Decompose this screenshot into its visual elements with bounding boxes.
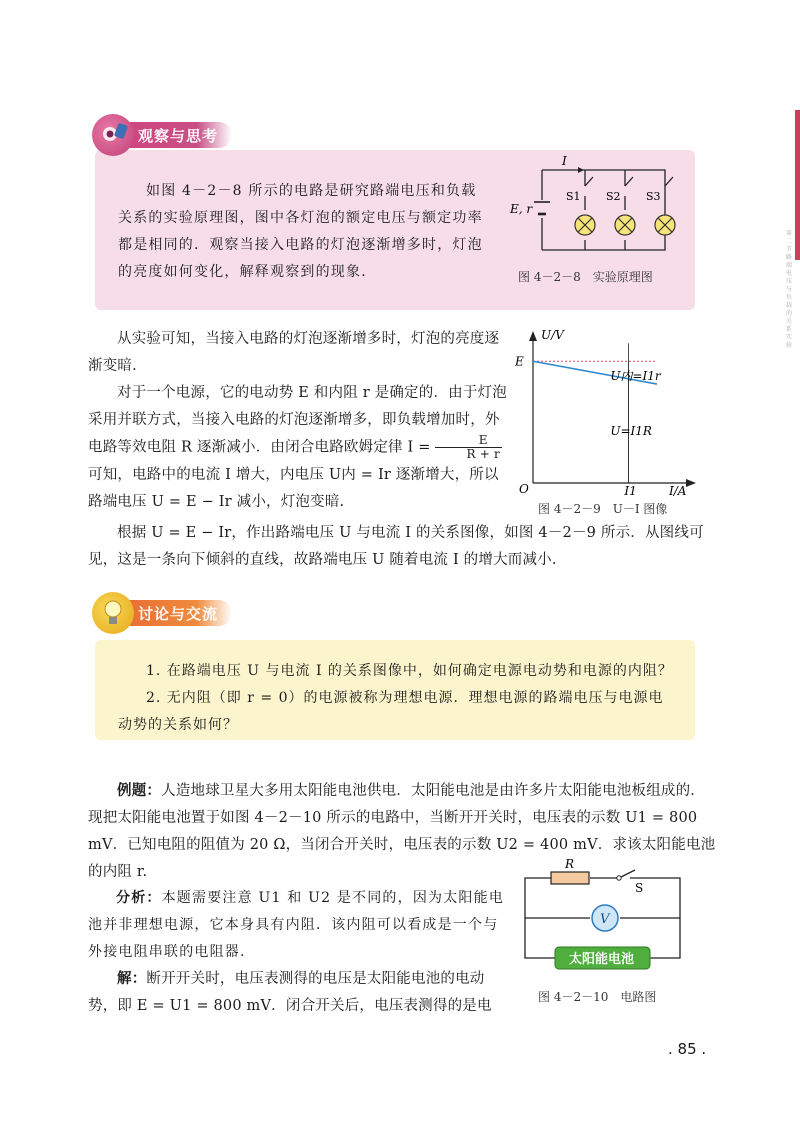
- switch-s3-label: S3: [646, 190, 661, 203]
- body-paragraph-2b: 可知，电路中的电流 I 增大，内电压 U内 = Ir 逐渐增大，所以路端电压 U = E − Ir 减小，灯泡变暗.: [88, 466, 499, 510]
- analysis-paragraph: [88, 885, 508, 966]
- page-number: . 85 .: [668, 1040, 707, 1058]
- figure-4-2-9-caption: 图 4－2－9 U－I 图像: [538, 502, 668, 516]
- discuss-heading: [92, 598, 232, 628]
- observe-paragraph: 如图 4－2－8 所示的电路是研究路端电压和负载关系的实验原理图，图中各灯泡的额定电压与额定功率都是相同的．观察当接入电路的灯泡逐渐增多时，灯泡的亮度如何变化，解释观察到的现象．: [118, 183, 483, 280]
- current-label: I: [562, 154, 567, 168]
- source-label: E, r: [510, 202, 533, 216]
- figure-4-2-8-caption: 图 4－2－8 实验原理图: [518, 270, 653, 284]
- switch-s1-label: S1: [566, 190, 581, 203]
- annotation-lower: U=I1R: [610, 423, 652, 438]
- analysis-text: 本题需要注意 U1 和 U2 是不同的，因为太阳能电池并非理想电源，它本身具有内阻．该内阻可以看成是一个与外接电阻串联的电阻器.: [88, 890, 505, 960]
- switch-s2-label: S2: [606, 190, 621, 203]
- example-label: 例题：: [117, 783, 162, 799]
- body-paragraph-2a: 对于一个电源，它的电动势 E 和内阻 r 是确定的．由于灯泡采用并联方式，当接入电路的灯泡逐渐增多，即负载增加时，外电路等效电阻 R 逐渐减小．由闭合电路欧姆定律: [88, 385, 507, 456]
- y-axis-arrow: [529, 331, 537, 341]
- resistor-label: R: [565, 858, 575, 871]
- observe-heading: [92, 120, 232, 150]
- lamp-icon: [575, 215, 675, 235]
- x-axis-label: I/A: [669, 484, 687, 497]
- discuss-question-1: 1. 在路端电压 U 与电流 I 的关系图像中，如何确定电源电动势和电源的内阻？: [146, 663, 673, 679]
- x-axis-arrow: [686, 479, 696, 487]
- voltmeter-label: V: [600, 912, 610, 927]
- switch-label: S: [635, 881, 644, 895]
- ui-chart: [505, 325, 705, 497]
- body-paragraph-1: 从实验可知，当接入电路的灯泡逐渐增多时，灯泡的亮度逐渐变暗.: [88, 331, 500, 374]
- solution-text: 断开开关时，电压表测得的电压是太阳能电池的电动势，即 E = U1 = 800 mV．闭合开关后，电压表测得的是电: [88, 971, 492, 1014]
- formula-fraction: [435, 434, 501, 461]
- analysis-label: 分析：: [116, 890, 162, 906]
- solution-paragraph: [88, 966, 508, 1020]
- origin-label: O: [519, 482, 529, 496]
- discuss-question-2: 2. 无内阻（即 r = 0）的电源被称为理想电源．理想电源的路端电压与电源电动势的关系如何？: [118, 690, 664, 733]
- body-paragraph-2: [88, 380, 508, 516]
- resistor-icon: [551, 872, 589, 884]
- figure-4-2-10-caption: 图 4－2－10 电路图: [538, 990, 657, 1004]
- formula-denominator: R + r: [466, 447, 500, 461]
- annotation-upper: U内=I1r: [610, 369, 661, 384]
- lightbulb-icon: [92, 592, 134, 634]
- discuss-heading-label: 讨论与交流: [116, 600, 232, 626]
- circuit-figure-4-2-8: [500, 150, 700, 285]
- formula-numerator: E: [435, 434, 501, 448]
- body-paragraph-3: 根据 U = E − Ir，作出路端电压 U 与电流 I 的关系图像，如图 4－2－9 所示．从图线可见，这是一条向下倾斜的直线，故路端电压 U 随着电流 I 的增大而减小.: [88, 525, 704, 568]
- solution-label: 解：: [117, 971, 147, 987]
- x-marker-label: I1: [624, 484, 637, 497]
- observe-heading-label: 观察与思考: [116, 122, 232, 148]
- solar-battery-label: 太阳能电池: [569, 952, 635, 967]
- formula-lhs: I =: [407, 439, 431, 456]
- y-intercept-label: E: [515, 354, 524, 369]
- eye-icon: [92, 114, 134, 156]
- example-text: 人造地球卫星大多用太阳能电池供电．太阳能电池是由许多片太阳能电池板组成的．现把太阳能电池置于如图 4－2－10 所示的电路中，当断开开关时，电压表的示数 U1 = 800 mV．已知电阻的阻值为 20 Ω，当闭合开关时，电压表的示数 U2 = 400 mV．求该太阳能电池的内阻 r.: [88, 783, 716, 880]
- y-axis-label: U/V: [541, 328, 564, 342]
- circuit-figure-4-2-10: [515, 858, 705, 983]
- chapter-edge-text: 第二节 路端电压与负载的关系 实验: [786, 230, 793, 349]
